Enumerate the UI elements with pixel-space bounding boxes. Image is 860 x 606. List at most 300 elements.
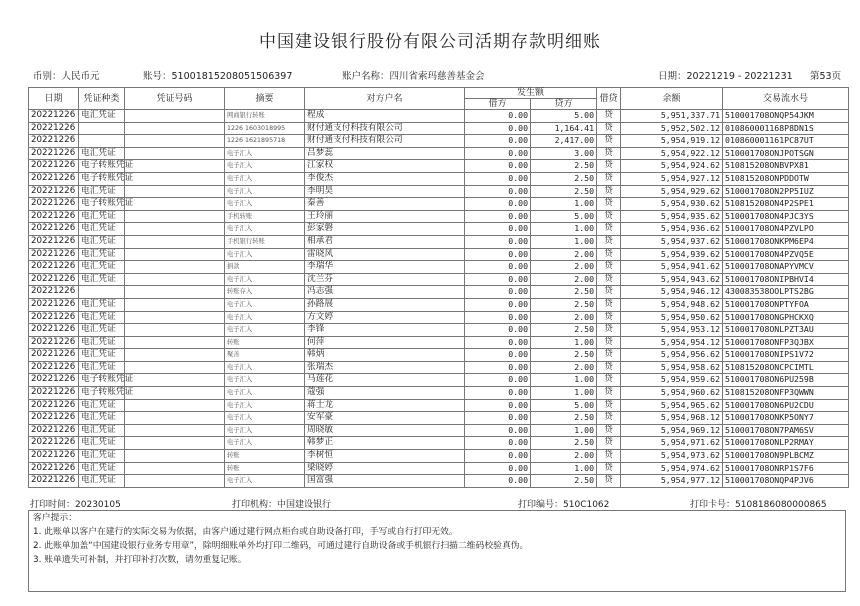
notice-heading: 客户提示：: [33, 513, 77, 523]
cell-credit: 1.00: [531, 198, 597, 211]
cell-debit-credit: 贷: [597, 223, 621, 236]
cell-debit: 0.00: [465, 298, 531, 311]
cell-date: 20221226: [29, 198, 79, 211]
cell-credit: 2.50: [531, 172, 597, 185]
cell-voucher-no: [125, 437, 225, 450]
table-row: [29, 261, 849, 274]
cell-debit-credit: 贷: [597, 399, 621, 412]
cell-credit: 5.00: [531, 110, 597, 123]
cell-date: 20221226: [29, 361, 79, 374]
cell-voucher-no: [125, 147, 225, 160]
cell-voucher-type: 电子转账凭证: [79, 160, 125, 173]
cell-txn-no: 510815208ONPDDOTW: [723, 172, 849, 185]
cell-balance: 5,954,968.12: [621, 412, 723, 425]
account-name-info: [342, 68, 485, 82]
cell-debit: 0.00: [465, 210, 531, 223]
cell-txn-no: 510815208ONFP3QWWN: [723, 387, 849, 400]
cell-debit-credit: 贷: [597, 475, 621, 488]
cell-txn-no: 510001708ON2PP5IUZ: [723, 185, 849, 198]
cell-voucher-no: [125, 210, 225, 223]
cell-credit: 2,417.00: [531, 135, 597, 148]
cell-debit: 0.00: [465, 324, 531, 337]
table-row: [29, 223, 849, 236]
cell-counterparty: 相承君: [305, 235, 465, 248]
print-time-value: 20230105: [75, 500, 121, 510]
cell-balance: 5,954,939.62: [621, 248, 723, 261]
cell-credit: 2.50: [531, 160, 597, 173]
table-row: [29, 349, 849, 362]
cell-date: 20221226: [29, 273, 79, 286]
cell-date: 20221226: [29, 324, 79, 337]
cell-voucher-no: [125, 361, 225, 374]
cell-counterparty: 吕梦蕊: [305, 147, 465, 160]
card-no: [690, 497, 827, 510]
table-row: [29, 424, 849, 437]
cell-debit: 0.00: [465, 437, 531, 450]
cell-voucher-type: 电汇凭证: [79, 298, 125, 311]
table-row: [29, 273, 849, 286]
page-number: 第53页: [810, 71, 842, 82]
cell-voucher-type: 电汇凭证: [79, 185, 125, 198]
cell-txn-no: 510001708ONAPYVMCV: [723, 261, 849, 274]
col-debit: 借方: [465, 99, 531, 110]
cell-debit: 0.00: [465, 475, 531, 488]
cell-summary: 电子汇入: [225, 399, 305, 412]
cell-counterparty: 李明昊: [305, 185, 465, 198]
cell-voucher-no: [125, 399, 225, 412]
cell-debit: 0.00: [465, 399, 531, 412]
cell-date: 20221226: [29, 135, 79, 148]
cell-debit-credit: 贷: [597, 172, 621, 185]
cell-debit-credit: 贷: [597, 298, 621, 311]
cell-debit: 0.00: [465, 248, 531, 261]
table-row: [29, 147, 849, 160]
cell-voucher-no: [125, 311, 225, 324]
cell-debit-credit: 贷: [597, 412, 621, 425]
cell-counterparty: 梁晓婷: [305, 462, 465, 475]
cell-voucher-no: [125, 475, 225, 488]
cell-voucher-no: [125, 110, 225, 123]
cell-counterparty: 李瑞华: [305, 261, 465, 274]
cell-date: 20221226: [29, 298, 79, 311]
cell-date: 20221226: [29, 160, 79, 173]
table-row: [29, 412, 849, 425]
cell-credit: 2.00: [531, 311, 597, 324]
cell-summary: 电子汇入: [225, 387, 305, 400]
cell-credit: 2.50: [531, 349, 597, 362]
cell-counterparty: 沈兰芬: [305, 273, 465, 286]
notice-item: 3. 账单遗失可补制，并打印补打次数，请勿重复记账。: [33, 555, 247, 565]
table-row: [29, 437, 849, 450]
cell-voucher-type: 电汇凭证: [79, 324, 125, 337]
cell-debit-credit: 贷: [597, 160, 621, 173]
print-time: [30, 497, 121, 510]
cell-txn-no: 510001708ONGPHCKXQ: [723, 311, 849, 324]
cell-counterparty: 孙路展: [305, 298, 465, 311]
cell-debit: 0.00: [465, 286, 531, 299]
cell-debit-credit: 贷: [597, 374, 621, 387]
table-row: [29, 450, 849, 463]
cell-txn-no: 010860001168P8DN1S: [723, 122, 849, 135]
account-value: 51001815208051506397: [171, 71, 293, 82]
cell-txn-no: 510001708ON4PJC3YS: [723, 210, 849, 223]
cell-summary: 转账存入: [225, 286, 305, 299]
cell-date: 20221226: [29, 172, 79, 185]
cell-voucher-no: [125, 198, 225, 211]
cell-txn-no: 510001708ONPTYFOA: [723, 298, 849, 311]
cell-balance: 5,954,977.12: [621, 475, 723, 488]
cell-balance: 5,954,937.62: [621, 235, 723, 248]
cell-voucher-type: 电汇凭证: [79, 475, 125, 488]
cell-balance: 5,954,958.62: [621, 361, 723, 374]
currency-info: [33, 68, 100, 82]
transaction-table: [28, 87, 849, 488]
cell-debit: 0.00: [465, 147, 531, 160]
cell-voucher-no: [125, 261, 225, 274]
cell-txn-no: 510001708ON9PLBCMZ: [723, 450, 849, 463]
cell-debit: 0.00: [465, 412, 531, 425]
cell-voucher-no: [125, 172, 225, 185]
cell-date: 20221226: [29, 286, 79, 299]
cell-summary: 捐款: [225, 261, 305, 274]
table-body: [29, 110, 849, 488]
cell-voucher-type: 电汇凭证: [79, 424, 125, 437]
currency-label: 币别：: [33, 71, 62, 82]
cell-debit: 0.00: [465, 462, 531, 475]
cell-voucher-type: 电汇凭证: [79, 311, 125, 324]
cell-voucher-no: [125, 122, 225, 135]
table-row: [29, 387, 849, 400]
print-org: [232, 497, 331, 510]
cell-counterparty: 韩梦正: [305, 437, 465, 450]
print-org-value: 中国建设银行: [277, 500, 332, 510]
cell-balance: 5,954,943.62: [621, 273, 723, 286]
cell-voucher-type: 电汇凭证: [79, 235, 125, 248]
cell-date: 20221226: [29, 412, 79, 425]
cell-voucher-no: [125, 286, 225, 299]
print-no-value: 510C1062: [563, 500, 610, 510]
cell-debit-credit: 贷: [597, 387, 621, 400]
cell-voucher-no: [125, 424, 225, 437]
cell-counterparty: 秦善: [305, 198, 465, 211]
date-range-info: [658, 68, 793, 82]
cell-balance: 5,954,927.12: [621, 172, 723, 185]
cell-counterparty: 程成: [305, 110, 465, 123]
table-row: [29, 399, 849, 412]
col-counterparty: 对方户名: [305, 88, 465, 110]
cell-voucher-type: 电汇凭证: [79, 437, 125, 450]
table-row: [29, 235, 849, 248]
cell-debit-credit: 贷: [597, 286, 621, 299]
table-row: [29, 185, 849, 198]
col-summary: 摘要: [225, 88, 305, 110]
cell-counterparty: 李锋: [305, 324, 465, 337]
cell-txn-no: 510001708ON7PAM6SV: [723, 424, 849, 437]
cell-credit: 5.00: [531, 210, 597, 223]
cell-debit: 0.00: [465, 349, 531, 362]
cell-balance: 5,954,948.62: [621, 298, 723, 311]
cell-txn-no: 510815208ON4P2SPE1: [723, 198, 849, 211]
cell-txn-no: 510815208ONBVPX81: [723, 160, 849, 173]
table-row: [29, 374, 849, 387]
cell-balance: 5,954,936.62: [621, 223, 723, 236]
cell-txn-no: 510001708ON6PU2CDU: [723, 399, 849, 412]
table-row: [29, 122, 849, 135]
cell-voucher-type: 电子转账凭证: [79, 198, 125, 211]
cell-date: 20221226: [29, 210, 79, 223]
cell-voucher-no: [125, 135, 225, 148]
cell-balance: 5,954,960.62: [621, 387, 723, 400]
cell-date: 20221226: [29, 223, 79, 236]
cell-balance: 5,954,935.62: [621, 210, 723, 223]
account-label: 账号：: [143, 71, 172, 82]
cell-balance: 5,954,929.62: [621, 185, 723, 198]
cell-debit-credit: 贷: [597, 147, 621, 160]
cell-voucher-type: [79, 135, 125, 148]
cell-date: 20221226: [29, 462, 79, 475]
cell-debit-credit: 贷: [597, 424, 621, 437]
cell-debit-credit: 贷: [597, 349, 621, 362]
currency-value: 人民币元: [61, 71, 100, 82]
cell-summary: 手机银行转账: [225, 235, 305, 248]
cell-balance: 5,954,956.62: [621, 349, 723, 362]
cell-summary: 手机转账: [225, 210, 305, 223]
cell-debit-credit: 贷: [597, 110, 621, 123]
table-row: [29, 324, 849, 337]
cell-date: 20221226: [29, 235, 79, 248]
cell-balance: 5,952,502.12: [621, 122, 723, 135]
cell-credit: 2.00: [531, 361, 597, 374]
cell-credit: 2.00: [531, 273, 597, 286]
cell-debit-credit: 贷: [597, 122, 621, 135]
cell-debit: 0.00: [465, 198, 531, 211]
cell-debit: 0.00: [465, 122, 531, 135]
cell-date: 20221226: [29, 399, 79, 412]
table-row: [29, 110, 849, 123]
cell-debit: 0.00: [465, 273, 531, 286]
col-amount-group: 发生额: [465, 88, 597, 99]
cell-debit: 0.00: [465, 160, 531, 173]
cell-voucher-type: 电汇凭证: [79, 147, 125, 160]
table-row: [29, 311, 849, 324]
cell-date: 20221226: [29, 248, 79, 261]
cell-txn-no: 510001708ONKP5ONY7: [723, 412, 849, 425]
cell-counterparty: 国富强: [305, 475, 465, 488]
cell-credit: 1.00: [531, 374, 597, 387]
cell-credit: 1.00: [531, 424, 597, 437]
cell-txn-no: 510001708ONLP2RMAY: [723, 437, 849, 450]
cell-debit-credit: 贷: [597, 185, 621, 198]
account-name-label: 账户名称：: [342, 71, 390, 82]
cell-summary: 聚善: [225, 349, 305, 362]
cell-voucher-type: 电汇凭证: [79, 210, 125, 223]
cell-txn-no: 510001708ONIPBHVI4: [723, 273, 849, 286]
cell-debit-credit: 贷: [597, 210, 621, 223]
cell-voucher-no: [125, 336, 225, 349]
cell-voucher-type: 电汇凭证: [79, 399, 125, 412]
cell-txn-no: 510001708ONLPZT3AU: [723, 324, 849, 337]
cell-voucher-type: 电汇凭证: [79, 450, 125, 463]
cell-credit: 2.00: [531, 261, 597, 274]
date-range-value: 20221219 - 20221231: [686, 71, 793, 82]
cell-balance: 5,954,953.12: [621, 324, 723, 337]
cell-debit: 0.00: [465, 223, 531, 236]
cell-summary: 转账: [225, 450, 305, 463]
cell-balance: 5,954,924.62: [621, 160, 723, 173]
col-voucher-type: 凭证种类: [79, 88, 125, 110]
cell-counterparty: 李树恒: [305, 450, 465, 463]
col-date: 日期: [29, 88, 79, 110]
cell-credit: 1.00: [531, 336, 597, 349]
cell-debit-credit: 贷: [597, 135, 621, 148]
cell-summary: 电子汇入: [225, 273, 305, 286]
cell-debit-credit: 贷: [597, 261, 621, 274]
cell-voucher-type: 电汇凭证: [79, 261, 125, 274]
cell-debit-credit: 贷: [597, 198, 621, 211]
notice-item: 1. 此账单以客户在建行的实际交易为依据，由客户通过建行网点柜台或自助设备打印，手写或自行打印无效。: [33, 527, 458, 537]
cell-voucher-type: 电子转账凭证: [79, 387, 125, 400]
cell-debit-credit: 贷: [597, 450, 621, 463]
cell-counterparty: 冯志强: [305, 286, 465, 299]
cell-summary: 电子汇入: [225, 223, 305, 236]
cell-summary: 网商银行转账: [225, 110, 305, 123]
cell-counterparty: 王玲丽: [305, 210, 465, 223]
cell-voucher-type: [79, 286, 125, 299]
cell-counterparty: 江家权: [305, 160, 465, 173]
table-row: [29, 248, 849, 261]
table-header: [29, 88, 849, 110]
cell-date: 20221226: [29, 424, 79, 437]
cell-summary: 转账: [225, 336, 305, 349]
table-row: [29, 336, 849, 349]
print-org-label: 打印机构：: [232, 500, 278, 510]
cell-voucher-type: 电汇凭证: [79, 462, 125, 475]
cell-voucher-no: [125, 387, 225, 400]
cell-date: 20221226: [29, 185, 79, 198]
table-row: [29, 160, 849, 173]
cell-debit-credit: 贷: [597, 311, 621, 324]
cell-summary: 电子汇入: [225, 160, 305, 173]
cell-balance: 5,954,965.62: [621, 399, 723, 412]
col-credit: 贷方: [531, 99, 597, 110]
cell-counterparty: 周晓敏: [305, 424, 465, 437]
cell-debit-credit: 贷: [597, 462, 621, 475]
cell-debit: 0.00: [465, 336, 531, 349]
cell-debit-credit: 贷: [597, 324, 621, 337]
table-row: [29, 135, 849, 148]
cell-credit: 1.00: [531, 235, 597, 248]
cell-summary: 电子汇入: [225, 361, 305, 374]
cell-credit: 2.00: [531, 450, 597, 463]
cell-txn-no: 010860001161PC87UT: [723, 135, 849, 148]
cell-credit: 1.00: [531, 462, 597, 475]
cell-voucher-no: [125, 412, 225, 425]
cell-credit: 2.50: [531, 286, 597, 299]
cell-voucher-type: [79, 122, 125, 135]
cell-balance: 5,954,959.62: [621, 374, 723, 387]
cell-credit: 2.50: [531, 437, 597, 450]
cell-voucher-no: [125, 223, 225, 236]
cell-balance: 5,954,954.12: [621, 336, 723, 349]
cell-counterparty: 蒋士龙: [305, 399, 465, 412]
cell-date: 20221226: [29, 311, 79, 324]
table-row: [29, 286, 849, 299]
statement-title: 中国建设银行股份有限公司活期存款明细账: [259, 32, 601, 52]
table-row: [29, 361, 849, 374]
table-row: [29, 172, 849, 185]
cell-voucher-type: 电汇凭证: [79, 349, 125, 362]
cell-summary: 电子汇入: [225, 248, 305, 261]
cell-date: 20221226: [29, 336, 79, 349]
notice-item: 2. 此账单加盖“中国建设银行业务专用章”，除明细账单外均打印二维码，可通过建行自助设备或手机银行扫描二维码校验真伪。: [33, 541, 529, 551]
col-debit-credit: 借贷: [597, 88, 621, 110]
cell-debit: 0.00: [465, 135, 531, 148]
table-row: [29, 198, 849, 211]
cell-credit: 2.50: [531, 298, 597, 311]
cell-debit: 0.00: [465, 424, 531, 437]
cell-summary: 电子汇入: [225, 437, 305, 450]
cell-summary: 电子汇入: [225, 324, 305, 337]
cell-voucher-no: [125, 324, 225, 337]
cell-txn-no: 510001708ONJPOTSGN: [723, 147, 849, 160]
cell-balance: 5,954,919.12: [621, 135, 723, 148]
cell-balance: 5,954,930.62: [621, 198, 723, 211]
cell-debit: 0.00: [465, 235, 531, 248]
cell-counterparty: 安军豪: [305, 412, 465, 425]
cell-summary: 电子汇入: [225, 412, 305, 425]
col-balance: 余额: [621, 88, 723, 110]
cell-counterparty: 方文婷: [305, 311, 465, 324]
account-name-value: 四川省索玛慈善基金会: [389, 71, 485, 82]
cell-voucher-type: 电汇凭证: [79, 273, 125, 286]
cell-date: 20221226: [29, 450, 79, 463]
cell-credit: 1.00: [531, 387, 597, 400]
account-info: [143, 68, 292, 82]
cell-voucher-type: 电汇凭证: [79, 110, 125, 123]
cell-summary: 电子汇入: [225, 311, 305, 324]
cell-summary: 电子汇入: [225, 475, 305, 488]
cell-credit: 1,164.41: [531, 122, 597, 135]
cell-txn-no: 510001708ONRP1S7F6: [723, 462, 849, 475]
cell-credit: 5.00: [531, 399, 597, 412]
cell-date: 20221226: [29, 387, 79, 400]
cell-txn-no: 510001708ONIPS1V72: [723, 349, 849, 362]
card-no-value: 5108186080000865: [735, 500, 827, 510]
cell-txn-no: 510001708ON4PZVQ5E: [723, 248, 849, 261]
cell-txn-no: 510001708ONQP4PJV6: [723, 475, 849, 488]
table-row: [29, 210, 849, 223]
cell-date: 20221226: [29, 122, 79, 135]
cell-counterparty: 雷晓风: [305, 248, 465, 261]
cell-counterparty: 张瑞杰: [305, 361, 465, 374]
cell-txn-no: 510001708ONFP3QJBX: [723, 336, 849, 349]
cell-voucher-no: [125, 298, 225, 311]
cell-debit-credit: 贷: [597, 235, 621, 248]
cell-date: 20221226: [29, 374, 79, 387]
cell-summary: 电子汇入: [225, 147, 305, 160]
print-time-label: 打印时间：: [30, 500, 76, 510]
cell-txn-no: 510001708ONKPM6EP4: [723, 235, 849, 248]
cell-debit-credit: 贷: [597, 361, 621, 374]
cell-balance: 5,954,946.12: [621, 286, 723, 299]
cell-counterparty: 何萍: [305, 336, 465, 349]
cell-summary: 1226 1603018995: [225, 122, 305, 135]
cell-debit-credit: 贷: [597, 336, 621, 349]
cell-voucher-no: [125, 374, 225, 387]
card-no-label: 打印卡号：: [690, 500, 736, 510]
cell-balance: 5,954,941.62: [621, 261, 723, 274]
cell-voucher-type: 电汇凭证: [79, 336, 125, 349]
